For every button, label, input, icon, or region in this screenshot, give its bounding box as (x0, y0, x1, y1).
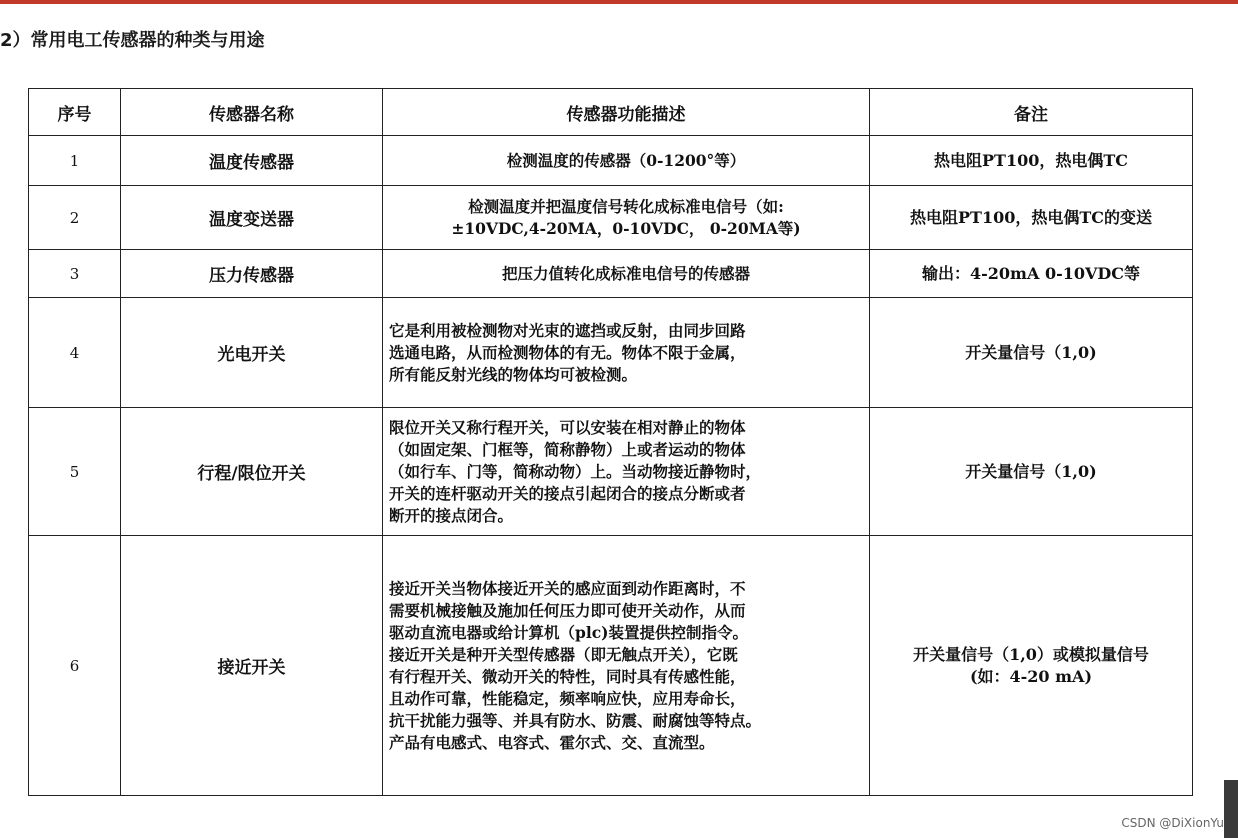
scrollbar-thumb[interactable] (1224, 780, 1238, 838)
row-number: 3 (29, 250, 121, 298)
description-line: 产品有电感式、电容式、霍尔式、交、直流型。 (389, 732, 715, 752)
sensor-description (383, 298, 870, 408)
remark-line: 开关量信号（1,0) (965, 342, 1097, 362)
description-line: 选通电路，从而检测物体的有无。物体不限于金属， (389, 342, 746, 362)
description-line: 驱动直流电器或给计算机（plc)装置提供控制指令。 (389, 622, 748, 642)
table-row (29, 186, 1193, 250)
row-number: 2 (29, 186, 121, 250)
sensor-name: 行程/限位开关 (121, 408, 383, 536)
table-row (29, 136, 1193, 186)
sensor-remark (870, 186, 1193, 250)
description-line: 接近开关当物体接近开关的感应面到动作距离时，不 (389, 578, 746, 598)
sensor-remark (870, 536, 1193, 796)
row-number: 4 (29, 298, 121, 408)
sensor-name: 温度变送器 (121, 186, 383, 250)
sensor-name: 接近开关 (121, 536, 383, 796)
description-line: 断开的接点闭合。 (389, 505, 514, 525)
description-line: ±10VDC,4-20MA，0-10VDC， 0-20MA等) (451, 218, 801, 238)
sensor-table (28, 88, 1193, 796)
table-row (29, 408, 1193, 536)
sensor-description (383, 186, 870, 250)
top-divider (0, 0, 1238, 4)
description-line: （如固定架、门框等，简称静物）上或者运动的物体 (389, 439, 746, 459)
sensor-description (383, 136, 870, 186)
sensor-name: 压力传感器 (121, 250, 383, 298)
remark-line: (如：4-20 mA) (969, 666, 1093, 686)
header-remarks: 备注 (870, 89, 1193, 136)
sensor-description (383, 536, 870, 796)
section-heading: 2）常用电工传感器的种类与用途 (0, 30, 265, 51)
header-sensor-name: 传感器名称 (121, 89, 383, 136)
row-number: 1 (29, 136, 121, 186)
remark-line: 输出：4-20mA 0-10VDC等 (921, 263, 1141, 283)
table-row (29, 298, 1193, 408)
sensor-name: 温度传感器 (121, 136, 383, 186)
sensor-description (383, 250, 870, 298)
description-line: 它是利用被检测物对光束的遮挡或反射，由同步回路 (389, 320, 746, 340)
sensor-name: 光电开关 (121, 298, 383, 408)
description-line: 接近开关是种开关型传感器（即无触点开关），它既 (389, 644, 738, 664)
sensor-remark (870, 298, 1193, 408)
description-line: 开关的连杆驱动开关的接点引起闭合的接点分断或者 (389, 483, 746, 503)
header-serial-number: 序号 (29, 89, 121, 136)
description-line: 所有能反射光线的物体均可被检测。 (389, 364, 638, 384)
remark-line: 开关量信号（1,0) (965, 461, 1097, 481)
sensor-description (383, 408, 870, 536)
sensor-remark (870, 136, 1193, 186)
description-line: 抗干扰能力强等、并具有防水、防震、耐腐蚀等特点。 (389, 710, 762, 730)
description-line: （如行车、门等，简称动物）上。当动物接近静物时， (389, 461, 762, 481)
header-function-description: 传感器功能描述 (383, 89, 870, 136)
sensor-remark (870, 250, 1193, 298)
remark-line: 开关量信号（1,0）或模拟量信号 (913, 644, 1149, 664)
row-number: 5 (29, 408, 121, 536)
watermark: CSDN @DiXionYu (1121, 816, 1224, 830)
description-line: 检测温度的传感器（0-1200°等） (506, 150, 746, 170)
description-line: 检测温度并把温度信号转化成标准电信号（如: (468, 196, 784, 216)
description-line: 且动作可靠，性能稳定，频率响应快，应用寿命长， (389, 688, 746, 708)
description-line: 限位开关又称行程开关，可以安装在相对静止的物体 (389, 417, 746, 437)
remark-line: 热电阻PT100，热电偶TC的变送 (910, 207, 1152, 227)
description-line: 有行程开关、微动开关的特性，同时具有传感性能， (389, 666, 746, 686)
table-row (29, 536, 1193, 796)
sensor-remark (870, 408, 1193, 536)
remark-line: 热电阻PT100，热电偶TC (934, 150, 1128, 170)
description-line: 把压力值转化成标准电信号的传感器 (501, 263, 750, 283)
table-row (29, 250, 1193, 298)
description-line: 需要机械接触及施加任何压力即可使开关动作，从而 (389, 600, 746, 620)
row-number: 6 (29, 536, 121, 796)
table-header-row (29, 89, 1193, 136)
